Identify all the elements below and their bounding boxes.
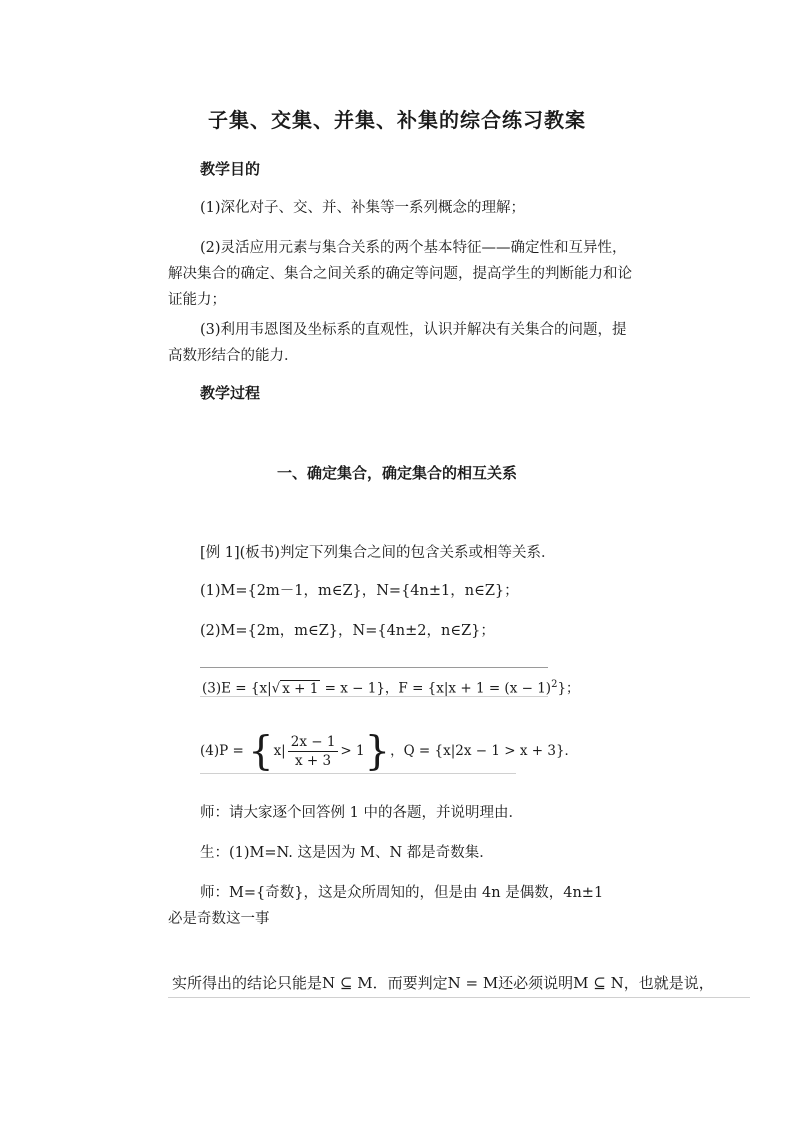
objective-item-2: (2)灵活应用元素与集合关系的两个基本特征——确定性和互异性，解决集合的确定、集合之间关系的确定等问题，提高学生的判断能力和论证能力； <box>168 240 632 308</box>
fraction-denominator: x + 3 <box>295 753 332 769</box>
sqrt-symbol: √ <box>271 680 281 697</box>
q3-prefix: (3)E = {x| <box>202 680 272 697</box>
continuation-line: 实所得出的结论只能是N ⊆ M．而要判定N = M还必须说明M ⊆ N，也就是说， <box>172 974 714 992</box>
q3-middle: = x − 1}，F = {x|x + 1 = (x − 1) <box>320 680 552 697</box>
right-brace: } <box>364 728 391 775</box>
objective-item-3: (3)利用韦恩图及坐标系的直观性，认识并解决有关集合的问题，提高数形结合的能力． <box>168 322 627 364</box>
objective-item-1: (1)深化对子、交、并、补集等一系列概念的理解； <box>200 200 526 216</box>
process-heading: 教学过程 <box>200 384 261 402</box>
example-1-question-4 <box>200 728 578 774</box>
q4-tail: ，Q = {x|2x − 1 > x + 3}． <box>390 743 579 759</box>
teacher-line-2-cont: 必是奇数这一事 <box>168 911 270 927</box>
divider-line <box>200 667 548 668</box>
divider-line-bottom <box>168 997 750 998</box>
divider-line-lower <box>200 696 548 697</box>
example-1-intro: [例 1](板书)判定下列集合之间的包含关系或相等关系． <box>200 545 556 561</box>
example-1-question-1: (1)M={2m－1，m∈Z}，N={4n±1，n∈Z}； <box>200 583 519 599</box>
objectives-heading: 教学目的 <box>200 160 261 178</box>
q4-prefix: (4)P = <box>200 743 249 759</box>
fraction <box>288 733 339 770</box>
page-title: 子集、交集、并集、补集的综合练习教案 <box>208 108 586 132</box>
q4-inequality: > 1 <box>340 743 365 759</box>
exponent: 2 <box>551 679 558 690</box>
teacher-line-1: 师：请大家逐个回答例 1 中的各题，并说明理由． <box>200 805 523 821</box>
teacher-line-2: 师：M={奇数}，这是众所周知的，但是由 4n 是偶数，4n±1 <box>200 885 604 901</box>
q4-x: x| <box>273 743 286 759</box>
q3-end: }； <box>557 680 580 697</box>
section-1-heading: 一、确定集合，确定集合的相互关系 <box>276 464 517 482</box>
divider-line-q4 <box>200 773 516 774</box>
example-1-question-3 <box>202 675 580 699</box>
student-line-1: 生：(1)M=N. 这是因为 M、N 都是奇数集． <box>200 845 494 861</box>
fraction-numerator: 2x − 1 <box>288 733 339 752</box>
left-brace: { <box>248 728 274 775</box>
sqrt-body: x + 1 <box>282 680 319 697</box>
example-1-question-2: (2)M={2m，m∈Z}，N={4n±2，n∈Z}； <box>200 623 495 639</box>
